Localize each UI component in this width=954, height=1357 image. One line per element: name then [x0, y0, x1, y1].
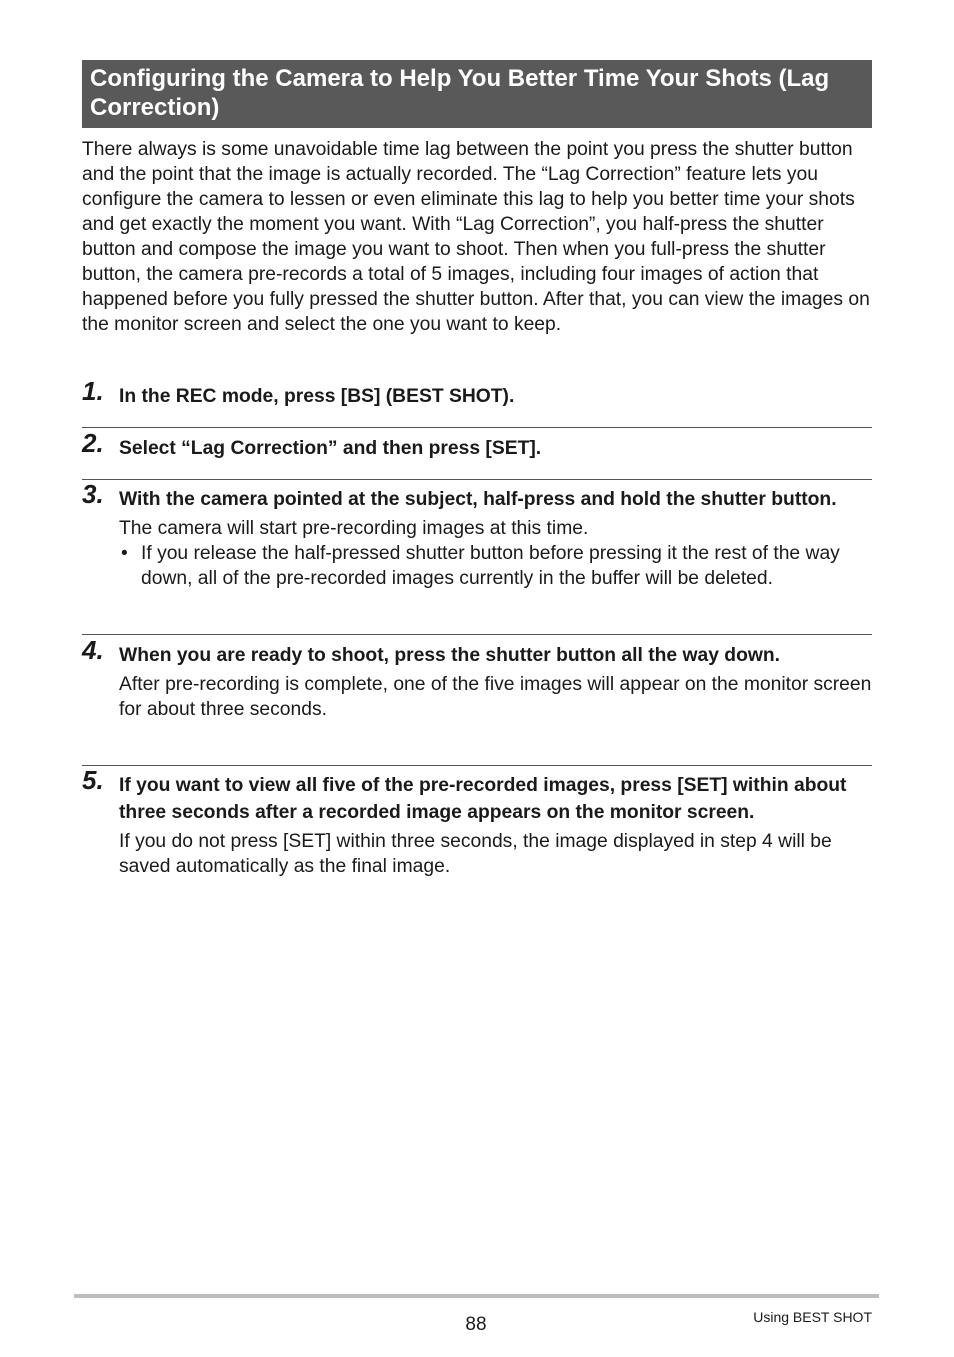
step-body: The camera will start pre-recording images at this time. — [119, 518, 589, 539]
step-heading: In the REC mode, press [BS] (BEST SHOT). — [119, 386, 515, 407]
step-4 — [82, 635, 872, 722]
intro-paragraph: There always is some unavoidable time lag between the point you press the shutter button and the point that the image is actually recorded. The “Lag Correction” feature lets you configure the camera to lessen or even eliminate this lag to help you better time your shots and get exactly the moment you want. With “Lag Correction”, you half-press the shutter button and compose the image you want to shoot. Then when you full-press the shutter button, the camera pre-records a total of 5 images, including four images of action that happened before you fully pressed the shutter button. After that, you can view the images on the monitor screen and select the one you want to keep. — [82, 139, 870, 335]
step-heading: With the camera pointed at the subject, half-press and hold the shutter button. — [119, 489, 837, 510]
step-number: 1. — [82, 376, 104, 406]
page-number: 88 — [465, 1314, 487, 1335]
section-title: Configuring the Camera to Help You Better Time Your Shots (Lag Correction) — [90, 65, 830, 121]
bullet-note — [119, 541, 872, 591]
step-3 — [82, 479, 872, 591]
step-divider — [82, 765, 872, 766]
footer-section-name: Using BEST SHOT — [753, 1309, 872, 1325]
step-heading: If you want to view all five of the pre-recorded images, press [SET] within about three seconds after a recorded image appears on the monitor screen. — [119, 775, 847, 823]
step-heading: Select “Lag Correction” and then press [SET]. — [119, 438, 542, 459]
step-divider — [82, 479, 872, 480]
section-title-bar — [82, 60, 872, 128]
step-divider — [82, 634, 872, 635]
step-body: If you do not press [SET] within three seconds, the image displayed in step 4 will be saved automatically as the final image. — [119, 831, 832, 877]
step-heading: When you are ready to shoot, press the shutter button all the way down. — [119, 645, 780, 666]
step-number: 4. — [82, 635, 104, 665]
step-body: After pre-recording is complete, one of the five images will appear on the monitor screen for about three seconds. — [119, 674, 872, 720]
step-number: 3. — [82, 479, 104, 509]
step-2 — [82, 428, 872, 462]
step-5 — [82, 765, 872, 879]
footer-rule — [74, 1294, 879, 1298]
step-1 — [82, 376, 872, 410]
bullet-text: If you release the half-pressed shutter button before pressing it the rest of the way down, all of the pre-recorded images currently in the buffer will be deleted. — [141, 543, 840, 589]
step-divider — [82, 427, 872, 428]
bullet-mark: • — [121, 543, 128, 564]
step-number: 5. — [82, 765, 104, 795]
step-number: 2. — [82, 428, 104, 458]
